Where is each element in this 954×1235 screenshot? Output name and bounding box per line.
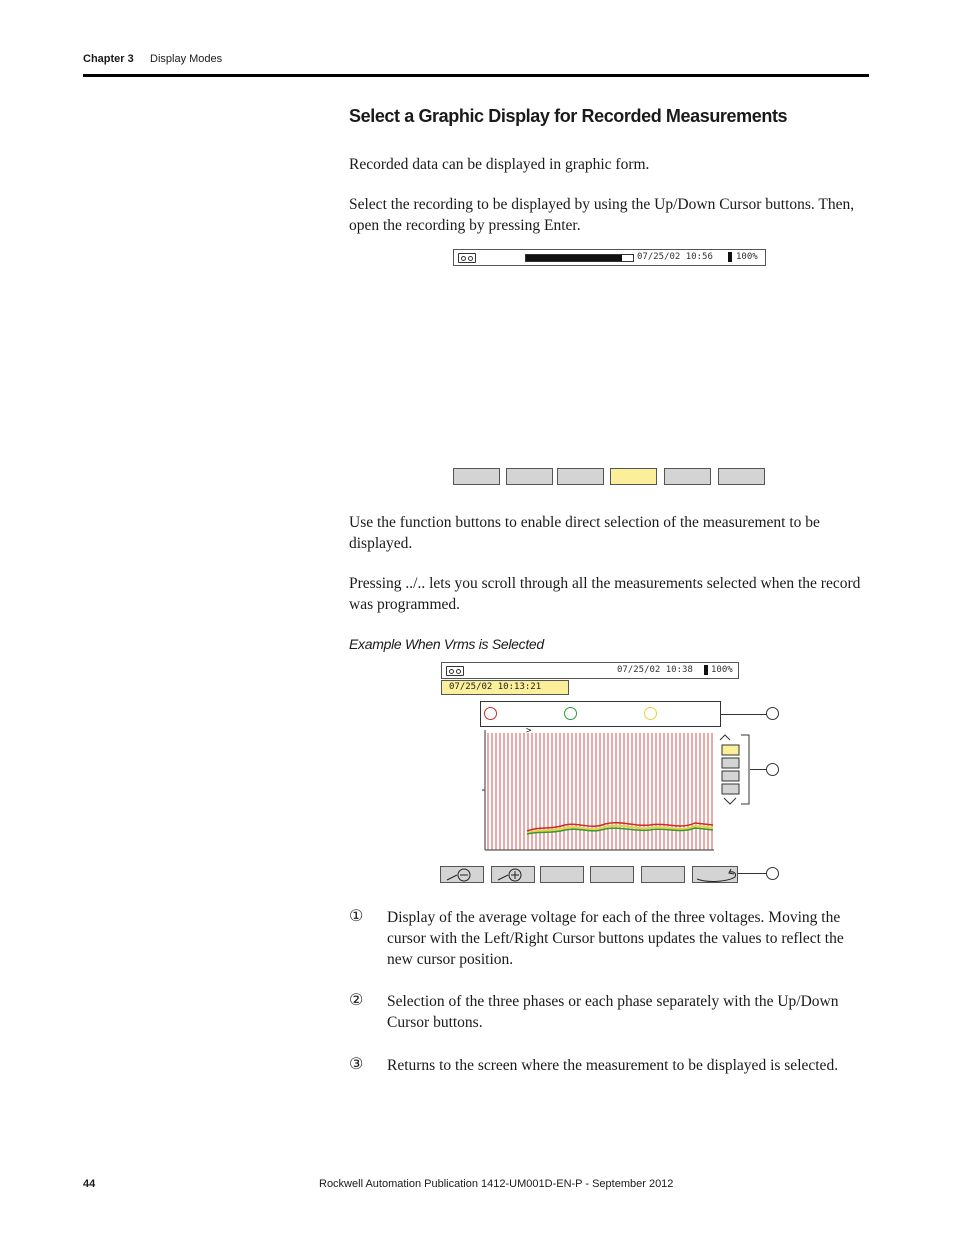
function-button-2[interactable] [506,468,553,485]
paragraph-3: Use the function buttons to enable direct selection of the measurement to be displayed. [349,514,820,552]
section-heading: Select a Graphic Display for Recorded Measurements [349,106,788,126]
section-label: Display Modes [150,53,223,65]
zoom-in-button[interactable] [491,866,535,883]
function-button-3[interactable] [540,866,584,883]
zoom-in-icon [492,867,536,884]
phase-select-2[interactable] [722,771,739,781]
status-datetime: 07/25/02 10:56 [637,252,713,262]
paragraph-4: Pressing ../.. lets you scroll through all the measurements selected when the record was programmed. [349,575,861,613]
battery-level: 100% [711,665,733,675]
phase-bracket [741,735,749,804]
function-button-1[interactable] [453,468,500,485]
recording-graph [480,730,780,852]
function-button-3[interactable] [557,468,604,485]
status-datetime: 07/25/02 10:38 [617,665,693,675]
callout-3 [766,867,779,880]
callout-2 [766,763,779,776]
battery-icon [704,665,708,675]
figure-caption: Example When Vrms is Selected [349,636,544,652]
item-text-3: Returns to the screen where the measurement to be displayed is selected. [387,1057,839,1074]
function-button-5[interactable] [664,468,711,485]
phase2-indicator [564,707,577,720]
callout-line-2 [750,769,767,770]
zoom-out-button[interactable] [440,866,484,883]
function-button-4-selected[interactable] [610,468,657,485]
average-voltage-panel [480,701,721,727]
return-button[interactable] [692,866,738,883]
publication-info: Rockwell Automation Publication 1412-UM001D-EN-P - September 2012 [319,1178,674,1190]
progress-bar [525,254,634,262]
phase3-indicator [644,707,657,720]
status-bar-2 [441,662,739,679]
cursor-mark: > [526,726,532,736]
phase-select-1[interactable] [722,758,739,768]
function-button-5[interactable] [641,866,685,883]
status-bar-1 [453,249,766,266]
item-marker-2: ② [349,992,364,1009]
function-button-6[interactable] [718,468,765,485]
cursor-time: 07/25/02 10:13:21 [449,682,542,692]
progress-fill [526,255,622,261]
callout-line-1 [720,714,767,715]
battery-level: 100% [736,252,758,262]
item-marker-1: ① [349,908,364,925]
up-arrow-icon [720,735,730,740]
callout-line-3 [738,873,767,874]
item-marker-3: ③ [349,1056,364,1073]
page-number: 44 [83,1178,96,1190]
phase-select-3[interactable] [722,784,739,794]
cassette-icon [446,666,464,676]
function-button-4[interactable] [590,866,634,883]
item-text-1: Display of the average voltage for each of the three voltages. Moving the cursor with the Left/Right Cursor buttons updates the values to reflect the new cursor position. [387,909,844,968]
paragraph-1: Recorded data can be displayed in graphic form. [349,156,650,173]
cassette-icon [458,253,476,263]
return-arrow-icon [693,867,739,884]
item-text-2: Selection of the three phases or each phase separately with the Up/Down Cursor buttons. [387,993,839,1031]
graph-bars [488,733,712,850]
phase-select-all[interactable] [722,745,739,755]
battery-icon [728,252,732,262]
paragraph-2: Select the recording to be displayed by using the Up/Down Cursor buttons. Then, open the recording by pressing Enter. [349,196,855,234]
header-rule [83,74,869,77]
down-arrow-icon [724,798,736,804]
chapter-label: Chapter 3 [83,53,134,65]
zoom-out-icon [441,867,485,884]
cursor-time-box [441,680,569,695]
callout-1 [766,707,779,720]
phase1-indicator [484,707,497,720]
